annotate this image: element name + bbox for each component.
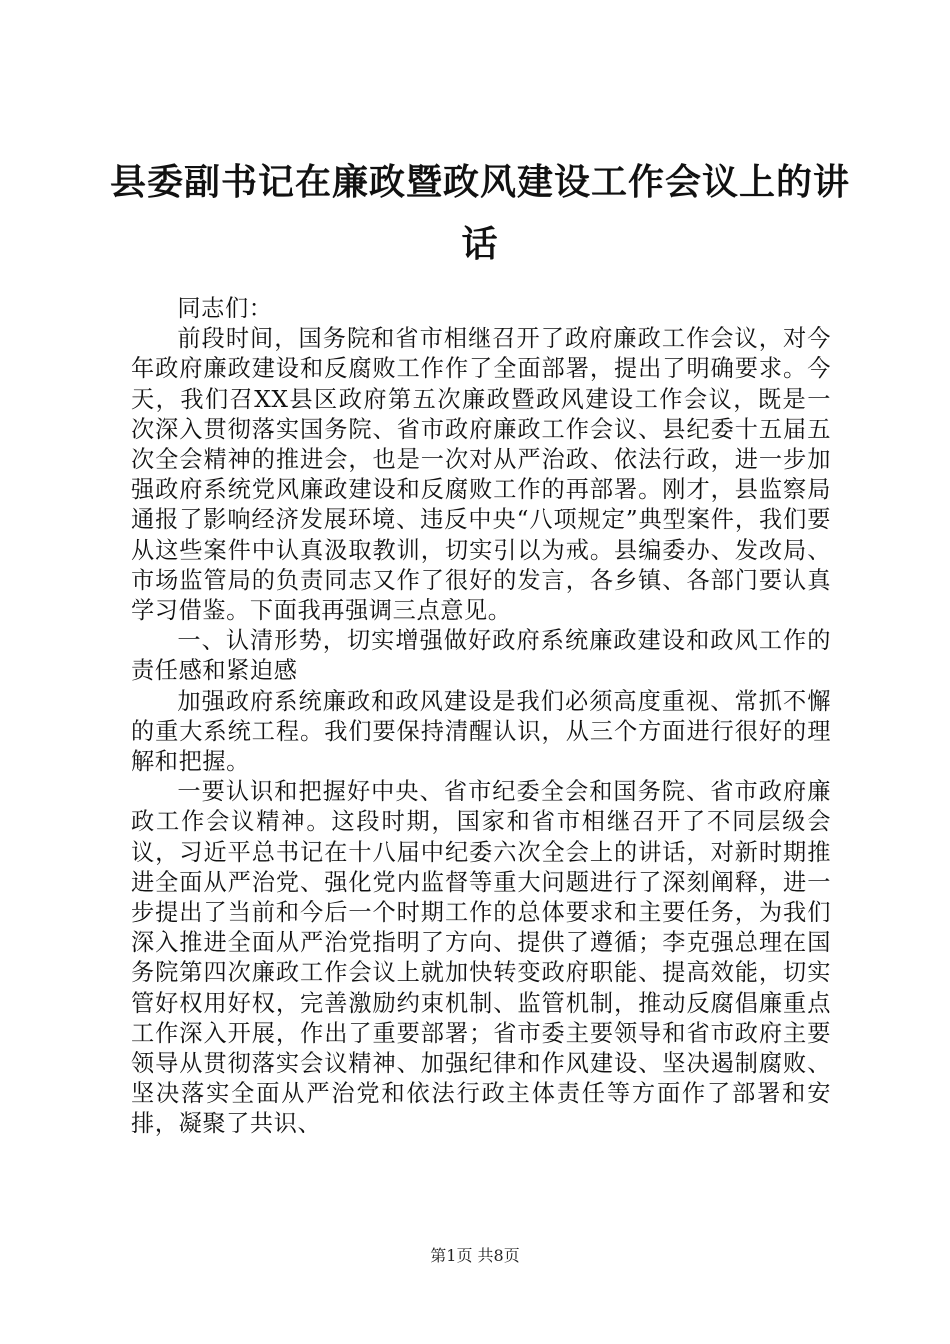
document-title-line-2: 话 — [461, 224, 499, 265]
document-title-line-1: 县委副书记在廉政暨政风建设工作会议上的讲 — [109, 162, 850, 203]
paragraph-intro: 前段时间，国务院和省市相继召开了政府廉政工作会议，对今年政府廉政建设和反腐败工作作了全面部署，提出了明确要求。今天，我们召XX县区政府第五次廉政暨政风建设工作会议，既是一次深入贯彻落实国务院、省市政府廉政工作会议、县纪委十五届五次全会精神的推进会，也是一次对从严治政、依法行政，进一步加强政府系统党风廉政建设和反腐败工作的再部署。刚才，县监察局通报了影响经济发展环境、违反中央“八项规定”典型案件，我们要从这些案件中认真汲取教训，切实引以为戒。县编委办、发改局、市场监管局的负责同志又作了很好的发言，各乡镇、各部门要认真学习借鉴。下面我再强调三点意见。 — [131, 325, 831, 625]
document-body — [131, 294, 831, 1140]
section-heading-1: 一、认清形势，切实增强做好政府系统廉政建设和政风工作的责任感和紧迫感 — [131, 627, 831, 685]
salutation: 同志们： — [177, 295, 273, 322]
paragraph: 一要认识和把握好中央、省市纪委全会和国务院、省市政府廉政工作会议精神。这段时期，国家和省市相继召开了不同层级会议，习近平总书记在十八届中纪委六次全会上的讲话，对新时期推进全面从严治党、强化党内监督等重大问题进行了深刻阐释，进一步提出了当前和今后一个时期工作的总体要求和主要任务，为我们深入推进全面从严治党指明了方向、提供了遵循；李克强总理在国务院第四次廉政工作会议上就加快转变政府职能、提高效能，切实管好权用好权，完善激励约束机制、监管机制，推动反腐倡廉重点工作深入开展，作出了重要部署；省市委主要领导和省市政府主要领导从贯彻落实会议精神、加强纪律和作风建设、坚决遏制腐败、坚决落实全面从严治党和依法行政主体责任等方面作了部署和安排，凝聚了共识、 — [131, 778, 831, 1138]
paragraph: 加强政府系统廉政和政风建设是我们必须高度重视、常抓不懈的重大系统工程。我们要保持清醒认识，从三个方面进行很好的理解和把握。 — [131, 687, 831, 776]
page-number-footer: 第1页 共8页 — [430, 1246, 520, 1265]
